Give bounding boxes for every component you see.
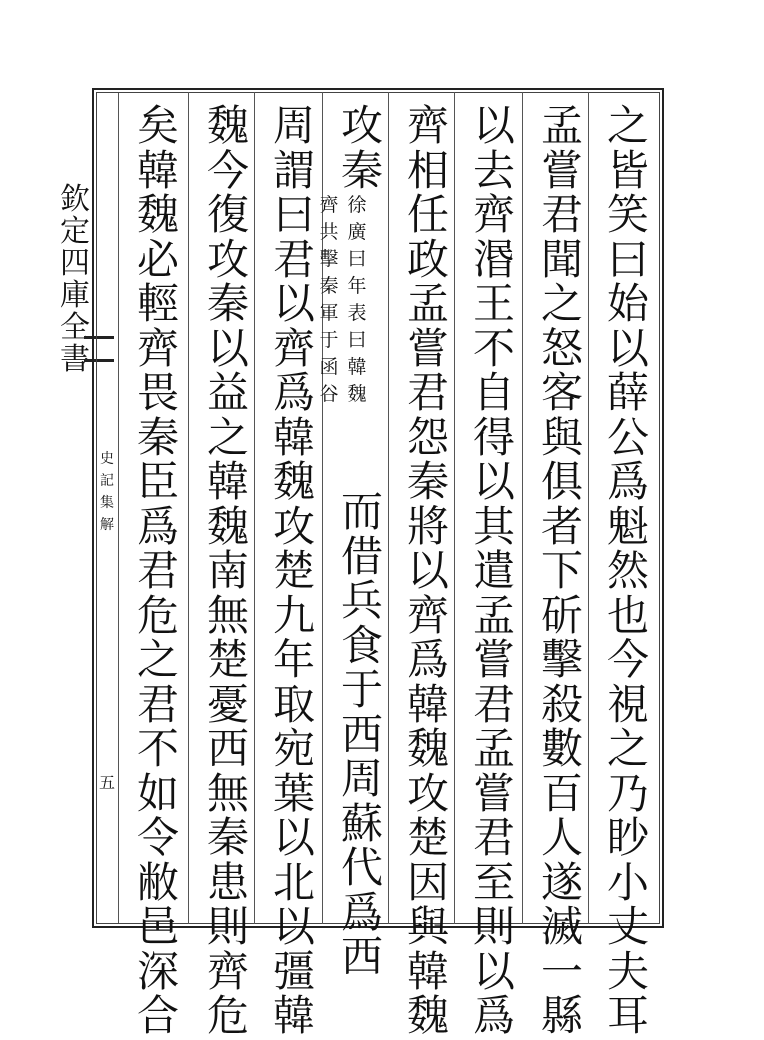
margin-page-number: 五 — [98, 773, 115, 792]
column-rule — [188, 92, 189, 924]
text-column-2: 孟嘗君聞之怒客與俱者下斫擊殺數百人遂滅一縣 — [540, 101, 583, 1040]
margin-book-title: 史記集解 — [100, 451, 114, 533]
text-column-4: 齊相任政孟嘗君怨秦將以齊爲韓魏攻楚因與韓魏 — [406, 101, 449, 1040]
text-column-3: 以去齊湣王不自得以其遣孟嘗君孟嘗君至則以爲 — [472, 101, 515, 1040]
text-column-1: 之皆笑曰始以薛公爲魁然也今視之乃眇小丈夫耳 — [606, 101, 649, 1040]
margin-title: 欽定四庫全書 — [60, 182, 90, 377]
text-column-6: 周謂曰君以齊爲韓魏攻楚九年取宛葉以北以彊韓 — [272, 101, 315, 1040]
commentary-note — [318, 192, 368, 408]
column-5-main-top: 攻秦 — [340, 101, 383, 195]
text-column-8: 矣韓魏必輕齊畏秦臣爲君危之君不如令敝邑深合 — [136, 101, 179, 1040]
text-column-7: 魏今復攻秦以益之韓魏南無楚憂西無秦患則齊危 — [206, 101, 249, 1040]
column-5-main-bottom: 而借兵食于西周蘇代爲西 — [340, 487, 383, 981]
page-margin — [0, 88, 92, 928]
note-left-line: 齊共擊秦軍于函谷 — [319, 194, 339, 405]
note-right-line: 徐廣曰年表曰韓魏 — [347, 194, 367, 405]
